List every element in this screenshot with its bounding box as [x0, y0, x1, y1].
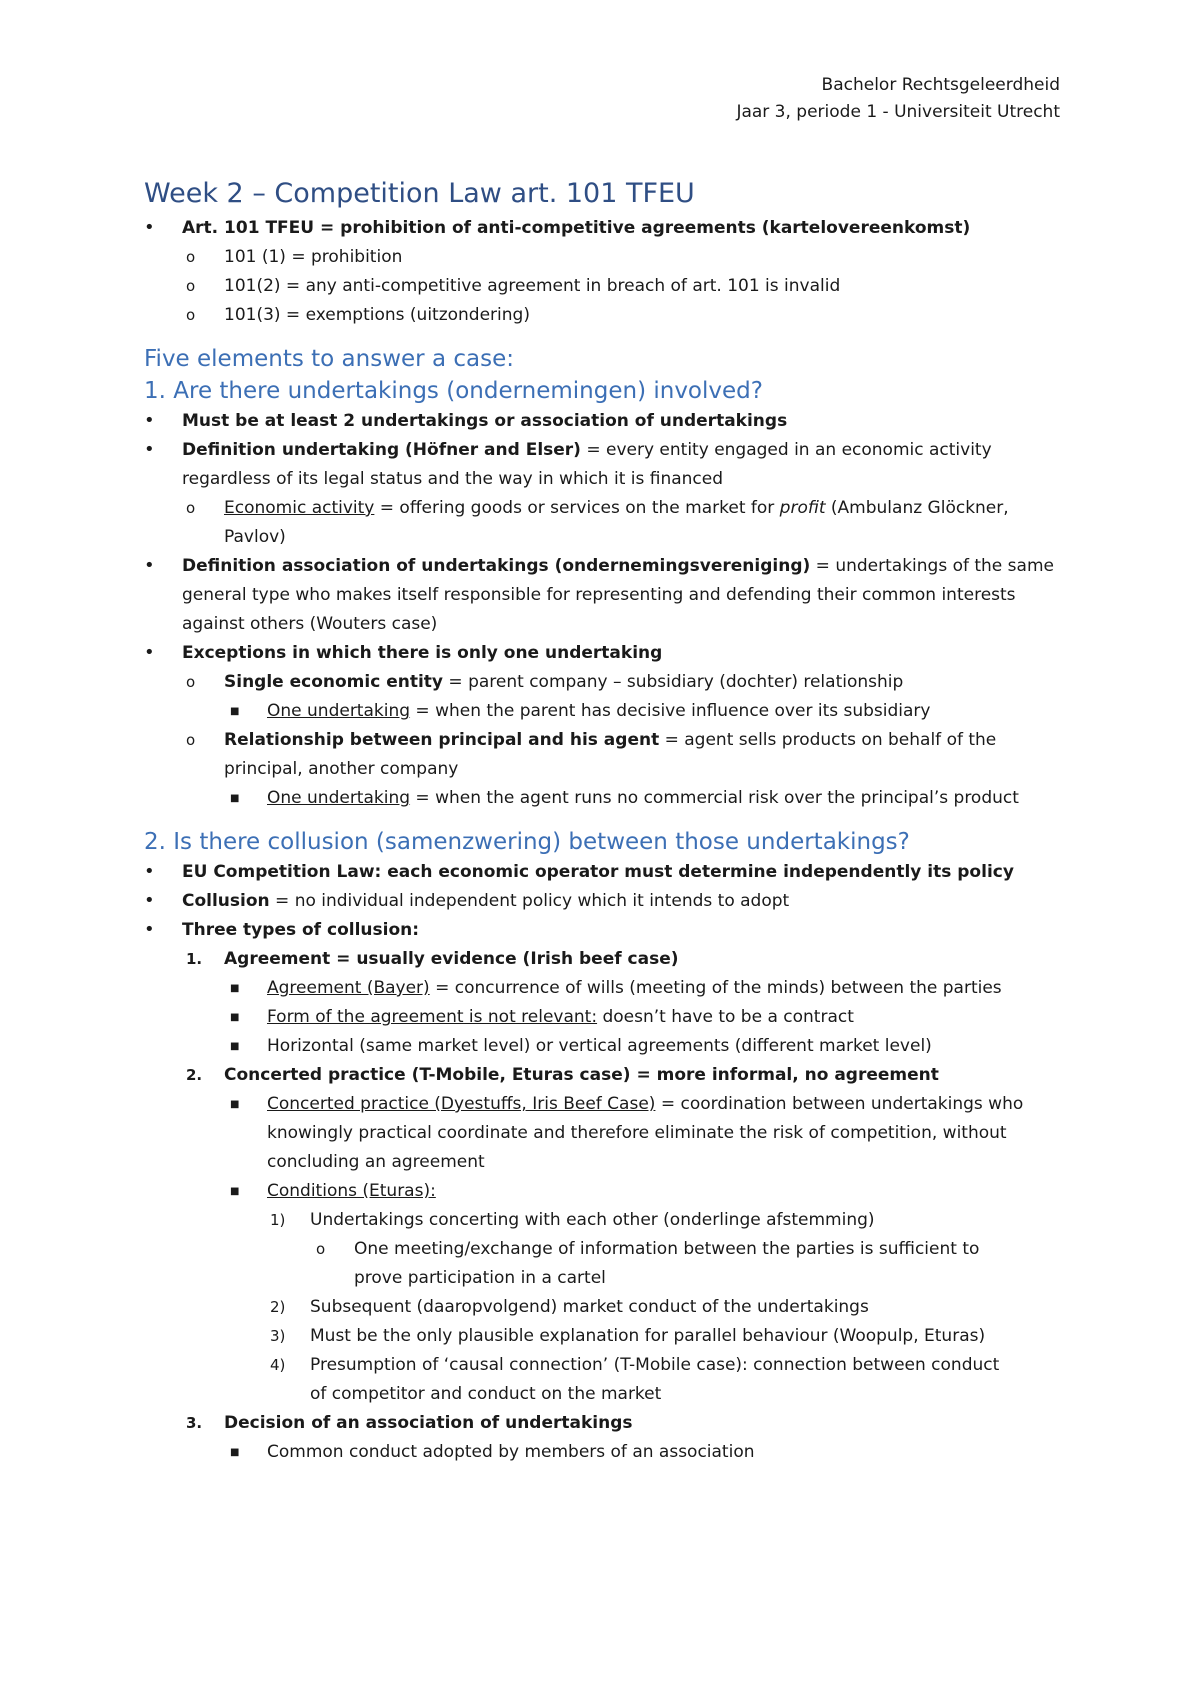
list-item: o 101(2) = any anti-competitive agreement in breach of art. 101 is invalid	[144, 272, 1074, 301]
list-item-continuation: of competitor and conduct on the market	[310, 1384, 662, 1404]
bullet-icon: •	[144, 439, 155, 460]
list-item: ■ Agreement (Bayer) = concurrence of wills (meeting of the minds) between the parties	[144, 974, 1074, 1003]
list-item: 4) Presumption of ‘causal connection’ (T-Mobile case): connection between conduct	[144, 1351, 1074, 1380]
square-bullet-icon: ■	[230, 1012, 240, 1023]
circle-bullet-icon: o	[316, 1240, 326, 1258]
list-item: ■ One undertaking = when the parent has decisive influence over its subsidiary	[144, 697, 1074, 726]
list-item: o Economic activity = offering goods or services on the market for profit (Ambulanz Glöckner,	[144, 494, 1074, 523]
list-item: • Definition undertaking (Höfner and Elser) = every entity engaged in an economic activity	[144, 436, 1074, 465]
list-item: o Relationship between principal and his agent = agent sells products on behalf of the	[144, 726, 1074, 755]
bullet-icon: •	[144, 890, 155, 911]
list-item: • Three types of collusion:	[144, 916, 1074, 945]
bullet-icon: •	[144, 410, 155, 431]
bullet-icon: •	[144, 919, 155, 940]
list-item: ■ Conditions (Eturas):	[144, 1177, 1074, 1206]
list-number: 2)	[270, 1298, 286, 1316]
circle-bullet-icon: o	[186, 277, 196, 295]
list-item-continuation: against others (Wouters case)	[182, 614, 438, 634]
list-item-continuation: knowingly practical coordinate and therefore eliminate the risk of competition, without	[267, 1123, 1007, 1143]
list-item-continuation: regardless of its legal status and the way in which it is financed	[182, 469, 724, 489]
list-item: 1. Agreement = usually evidence (Irish beef case)	[144, 945, 1074, 974]
circle-bullet-icon: o	[186, 306, 196, 324]
list-item: 2) Subsequent (daaropvolgend) market conduct of the undertakings	[144, 1293, 1074, 1322]
list-item-continuation: principal, another company	[224, 759, 459, 779]
list-item: 2. Concerted practice (T-Mobile, Eturas case) = more informal, no agreement	[144, 1061, 1074, 1090]
bullet-icon: •	[144, 642, 155, 663]
list-number: 2.	[186, 1066, 203, 1084]
header-line-2: Jaar 3, periode 1 - Universiteit Utrecht	[736, 102, 1060, 122]
list-item-continuation: general type who makes itself responsible for representing and defending their common interests	[182, 585, 1016, 605]
list-number: 3)	[270, 1327, 286, 1345]
list-item: ■ Horizontal (same market level) or vertical agreements (different market level)	[144, 1032, 1074, 1061]
circle-bullet-icon: o	[186, 248, 196, 266]
list-number: 1.	[186, 950, 203, 968]
square-bullet-icon: ■	[230, 793, 240, 804]
list-item: ■ Common conduct adopted by members of an association	[144, 1438, 1074, 1467]
list-number: 3.	[186, 1414, 203, 1432]
square-bullet-icon: ■	[230, 1447, 240, 1458]
square-bullet-icon: ■	[230, 983, 240, 994]
document-body	[144, 176, 1074, 1467]
square-bullet-icon: ■	[230, 1041, 240, 1052]
list-item: • Definition association of undertakings (ondernemingsvereniging) = undertakings of the same	[144, 552, 1074, 581]
square-bullet-icon: ■	[230, 1186, 240, 1197]
section-2-heading: 2. Is there collusion (samenzwering) between those undertakings?	[144, 829, 910, 855]
list-item: • Exceptions in which there is only one undertaking	[144, 639, 1074, 668]
list-number: 1)	[270, 1211, 286, 1229]
list-item-continuation: concluding an agreement	[267, 1152, 485, 1172]
list-item: 3) Must be the only plausible explanation for parallel behaviour (Woopulp, Eturas)	[144, 1322, 1074, 1351]
circle-bullet-icon: o	[186, 731, 196, 749]
list-item: 3. Decision of an association of undertakings	[144, 1409, 1074, 1438]
list-item: 1) Undertakings concerting with each other (onderlinge afstemming)	[144, 1206, 1074, 1235]
bullet-icon: •	[144, 861, 155, 882]
section-1-heading: 1. Are there undertakings (ondernemingen) involved?	[144, 378, 763, 404]
list-item: ■ Form of the agreement is not relevant: doesn’t have to be a contract	[144, 1003, 1074, 1032]
list-item: ■ One undertaking = when the agent runs no commercial risk over the principal’s product	[144, 784, 1074, 813]
list-number: 4)	[270, 1356, 286, 1374]
list-item: • Must be at least 2 undertakings or association of undertakings	[144, 407, 1074, 436]
square-bullet-icon: ■	[230, 1099, 240, 1110]
bullet-icon: •	[144, 217, 155, 238]
circle-bullet-icon: o	[186, 499, 196, 517]
header-line-1: Bachelor Rechtsgeleerdheid	[821, 75, 1060, 95]
square-bullet-icon: ■	[230, 706, 240, 717]
list-item: o One meeting/exchange of information between the parties is sufficient to	[144, 1235, 1074, 1264]
page-header	[736, 72, 1060, 126]
list-item: ■ Concerted practice (Dyestuffs, Iris Beef Case) = coordination between undertakings who	[144, 1090, 1074, 1119]
list-item: o 101(3) = exemptions (uitzondering)	[144, 301, 1074, 330]
list-item: o 101 (1) = prohibition	[144, 243, 1074, 272]
list-item: • Art. 101 TFEU = prohibition of anti-competitive agreements (kartelovereenkomst)	[144, 214, 1074, 243]
list-item-continuation: Pavlov)	[224, 527, 286, 547]
document-title: Week 2 – Competition Law art. 101 TFEU	[144, 178, 695, 209]
list-item: o Single economic entity = parent company – subsidiary (dochter) relationship	[144, 668, 1074, 697]
list-item: • EU Competition Law: each economic operator must determine independently its policy	[144, 858, 1074, 887]
five-elements-heading: Five elements to answer a case:	[144, 346, 514, 372]
circle-bullet-icon: o	[186, 673, 196, 691]
bullet-icon: •	[144, 555, 155, 576]
list-item-continuation: prove participation in a cartel	[354, 1268, 606, 1288]
list-item: • Collusion = no individual independent policy which it intends to adopt	[144, 887, 1074, 916]
